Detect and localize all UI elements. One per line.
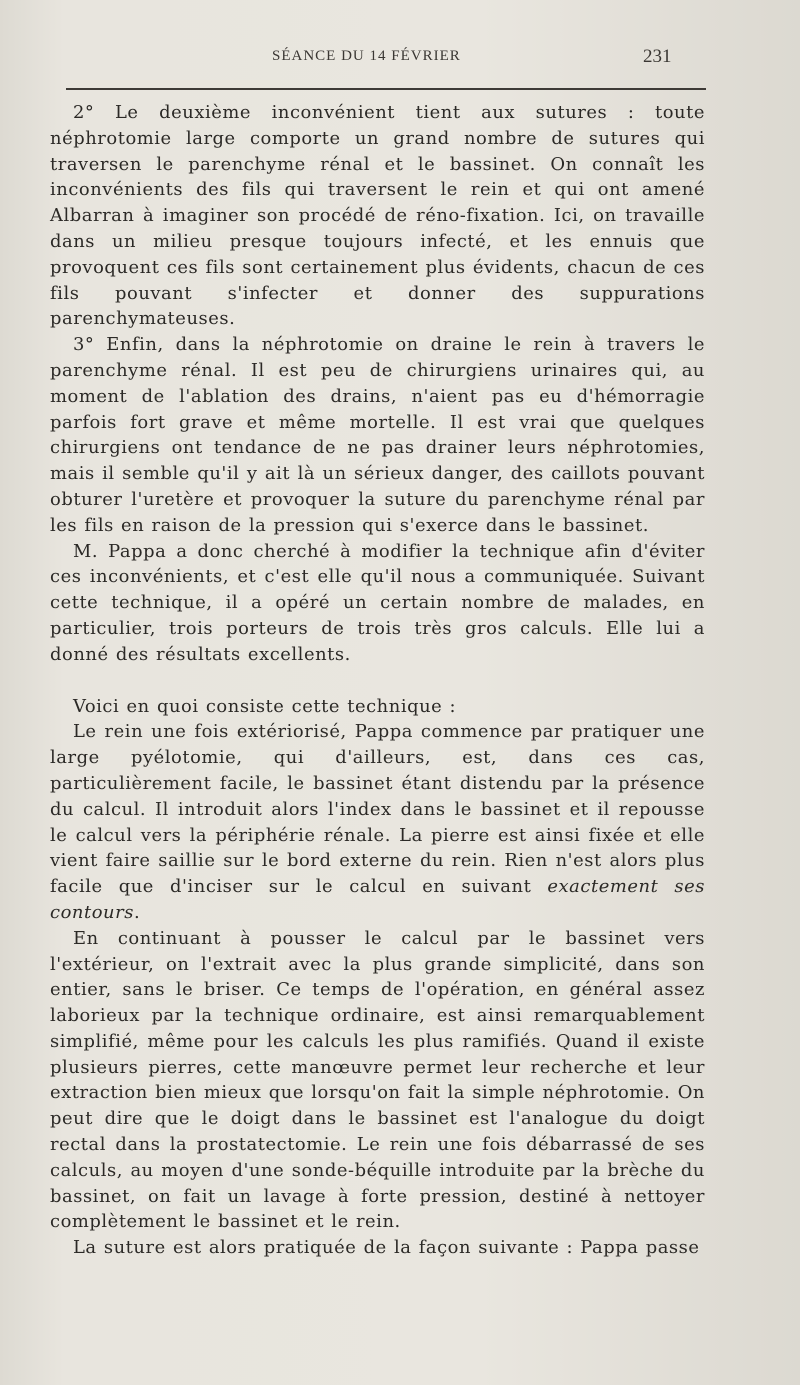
- paragraph-pyelotomy: [50, 719, 705, 925]
- page-number: 231: [643, 46, 672, 67]
- header-rule: [66, 88, 706, 90]
- paragraph-third-inconvenience: 3° Enfin, dans la néphrotomie on draine le rein à travers le parenchyme rénal. Il est peu de chirurgiens urinaires qui, au moment de l'ablation des drains, n'aient pas eu d'hémorragie parfois fort grave et même mortelle. Il est vrai que quelques chirurgiens ont tendance de ne pas drainer leurs néphrotomies, mais il semble qu'il y ait là un sérieux danger, des caillots pouvant obturer l'uretère et provoquer la suture du parenchyme rénal par les fils en raison de la pression qui s'exerce dans le bassinet.: [50, 334, 705, 536]
- pyelotomy-text: Le rein une fois extériorisé, Pappa commence par pratiquer une large pyélotomie, qui d'ailleurs, est, dans ces cas, particulièrement facile, le bassinet étant distendu par la présence du calcul. Il introduit alors l'index dans le bassinet et il repousse le calcul vers la périphérie rénale. La pierre est ainsi fixée et elle vient faire saillie sur le bord externe du rein. Rien n'est alors plus facile que d'inciser sur le calcul en suivant: [50, 721, 705, 898]
- emphasized-phrase: exactement ses contours: [50, 876, 705, 923]
- paragraph-extraction: En continuant à pousser le calcul par le bassinet vers l'extérieur, on l'extrait avec la plus grande simplicité, dans son entier, sans le briser. Ce temps de l'opération, en général assez laborieux par la technique ordinaire, est ainsi remarquablement simplifié, même pour les calculs les plus ramifiés. Quand il existe plusieurs pierres, cette manœuvre permet leur recherche et leur extraction bien mieux que lorsqu'on fait la simple néphrotomie. On peut dire que le doigt dans le bassinet est l'analogue du doigt rectal dans la prostatectomie. Le rein une fois débarrassé de ses calculs, au moyen d'une sonde-béquille introduite par la brèche du bassinet, on fait un lavage à forte pression, destiné à nettoyer complètement le bassinet et le rein.: [50, 927, 705, 1233]
- paragraph-suture: La suture est alors pratiquée de la façon suivante : Pappa passe: [73, 1237, 700, 1259]
- paragraph-pappa-technique: M. Pappa a donc cherché à modifier la technique afin d'éviter ces inconvénients, et c'est elle qu'il nous a communiquée. Suivant cette technique, il a opéré un certain nombre de malades, en particulier, trois porteurs de trois très gros calculs. Elle lui a donné des résultats excellents.: [50, 540, 705, 665]
- paragraph-second-inconvenience: 2° Le deuxième inconvénient tient aux sutures : toute néphrotomie large comporte un grand nombre de sutures qui traversen le parenchyme rénal et le bassinet. On connaît les inconvénients des fils qui traversent le rein et qui ont amené Albarran à imaginer son procédé de réno-fixation. Ici, on travaille dans un milieu presque toujours infecté, et les ennuis que provoquent ces fils sont certainement plus évidents, chacun de ces fils pouvant s'infecter et donner des suppurations parenchymateuses.: [50, 102, 705, 330]
- pyelotomy-text-end: .: [133, 901, 141, 923]
- page-header: [0, 46, 800, 76]
- paragraph-technique-intro: Voici en quoi consiste cette technique :: [73, 695, 457, 717]
- body-text: [50, 100, 705, 1261]
- running-head: SÉANCE DU 14 FÉVRIER: [272, 48, 461, 64]
